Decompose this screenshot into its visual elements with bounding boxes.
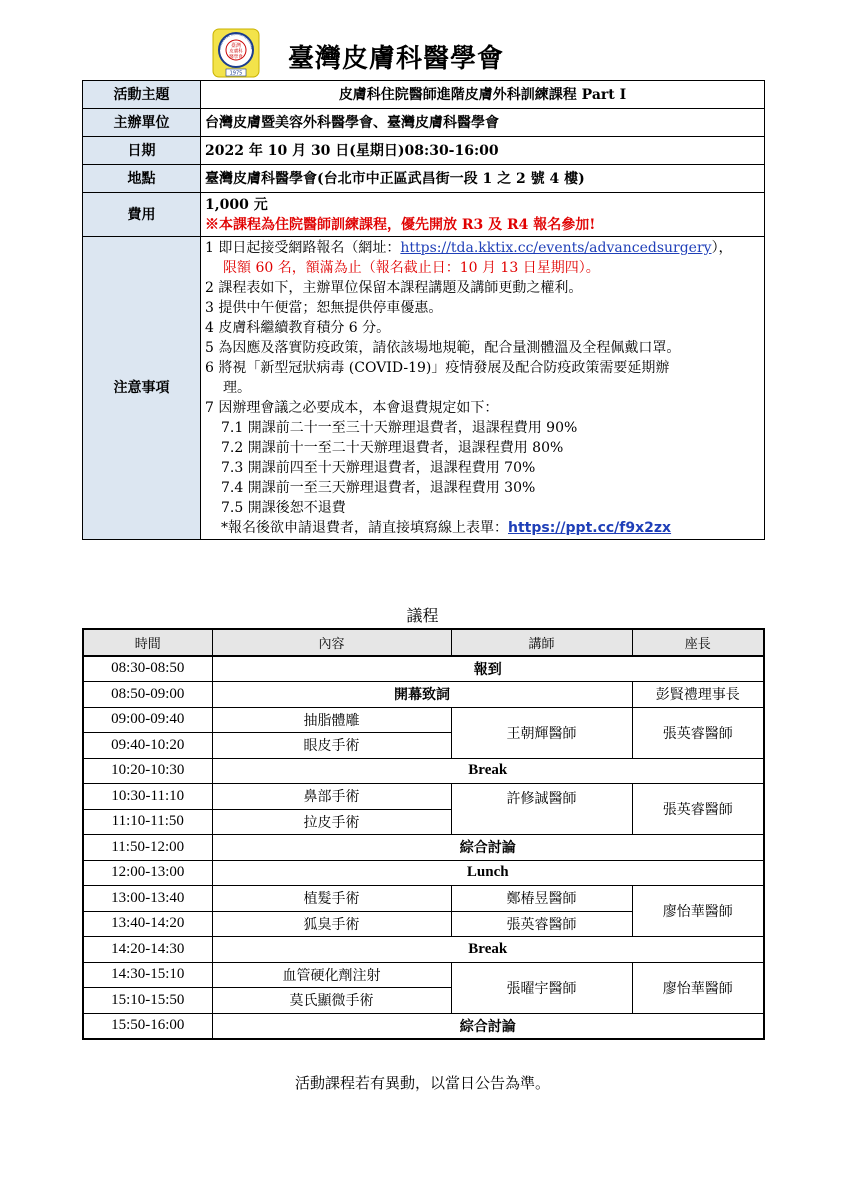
notes-row [83, 237, 765, 540]
fee-note: ※本課程為住院醫師訓練課程，優先開放 R3 及 R4 報名參加! [205, 216, 596, 233]
row-content: 抽脂體雕 [212, 707, 451, 733]
date-value: 2022 年 10 月 30 日(星期日)08:30-16:00 [201, 137, 765, 165]
row-chair: 張英睿醫師 [632, 784, 764, 835]
note-4: 4 皮膚科繼續教育積分 6 分。 [205, 320, 391, 336]
row-time: 08:50-09:00 [83, 682, 212, 708]
notes-content [201, 237, 765, 540]
row-content: 植髮手術 [212, 886, 451, 912]
note-1-suffix: ）， [711, 240, 733, 256]
row-content: Lunch [212, 860, 764, 886]
logo-line-3: 醫學會 [229, 55, 243, 60]
table-row [83, 656, 764, 682]
note-2: 2 課程表如下，主辦單位保留本課程講題及講師更動之權利。 [205, 280, 583, 296]
table-row [83, 758, 764, 784]
table-row [83, 1013, 764, 1039]
row-time: 11:50-12:00 [83, 835, 212, 861]
location-label: 地點 [83, 165, 201, 193]
note-1-prefix: 1 即日起接受網路報名（網址： [205, 240, 401, 256]
association-seal-logo [212, 28, 260, 78]
organizer-row [83, 109, 765, 137]
row-content: 眼皮手術 [212, 733, 451, 759]
header-chair: 座長 [632, 629, 764, 656]
date-row [83, 137, 765, 165]
fee-value: 1,000 元 [205, 196, 268, 213]
logo-line-2: 皮膚科 [229, 49, 243, 55]
note-5: 5 為因應及落實防疫政策，請依該場地規範，配合量測體溫及全程佩戴口罩。 [205, 340, 681, 356]
org-title: 臺灣皮膚科醫學會 [288, 44, 505, 74]
note-1-line-2: 限額 60 名，額滿為止（報名截止日：10 月 13 日星期四）。 [223, 260, 600, 276]
location-row [83, 165, 765, 193]
footer-note: 活動課程若有異動，以當日公告為準。 [294, 1074, 550, 1092]
page-header [0, 24, 845, 80]
header-content: 內容 [212, 629, 451, 656]
table-row [83, 682, 764, 708]
row-content: 綜合討論 [212, 835, 764, 861]
topic-label: 活動主題 [83, 81, 201, 109]
table-row [83, 886, 764, 912]
header-speaker: 講師 [451, 629, 632, 656]
row-speaker: 張曜宇醫師 [451, 962, 632, 1013]
agenda-title: 議程 [406, 606, 439, 625]
row-content: 開幕致詞 [212, 682, 632, 708]
row-speaker: 張英睿醫師 [451, 911, 632, 937]
date-label: 日期 [83, 137, 201, 165]
row-time: 15:10-15:50 [83, 988, 212, 1014]
row-content: 狐臭手術 [212, 911, 451, 937]
note-7: 7 因辦理會議之必要成本，本會退費規定如下： [205, 400, 499, 416]
row-content: 綜合討論 [212, 1013, 764, 1039]
row-time: 13:00-13:40 [83, 886, 212, 912]
location-value: 臺灣皮膚科醫學會(台北市中正區武昌街一段 1 之 2 號 4 樓) [201, 165, 765, 193]
topic-row [83, 81, 765, 109]
note-7-4: 7.4 開課前一至三天辦理退費者，退課程費用 30% [221, 480, 536, 496]
topic-value: 皮膚科住院醫師進階皮膚外科訓練課程 Part I [201, 81, 765, 109]
agenda-table [82, 628, 765, 1040]
row-time: 13:40-14:20 [83, 911, 212, 937]
logo-line-1: 臺灣 [230, 43, 242, 49]
event-info-table [82, 80, 765, 540]
header-time: 時間 [83, 629, 212, 656]
row-chair: 廖怡華醫師 [632, 962, 764, 1013]
table-row [83, 962, 764, 988]
note-7-5: 7.5 開課後恕不退費 [221, 500, 346, 516]
row-time: 14:20-14:30 [83, 937, 212, 963]
row-content: Break [212, 937, 764, 963]
row-speaker: 許修誠醫師 [451, 784, 632, 835]
row-content: Break [212, 758, 764, 784]
note-3: 3 提供中午便當；恕無提供停車優惠。 [205, 300, 443, 316]
logo-year: 1975 [229, 70, 243, 77]
fee-row [83, 193, 765, 237]
table-row [83, 707, 764, 733]
table-row [83, 937, 764, 963]
note-1 [205, 238, 760, 258]
row-content: 鼻部手術 [212, 784, 451, 810]
row-speaker: 王朝輝醫師 [451, 707, 632, 758]
organizer-label: 主辦單位 [83, 109, 201, 137]
row-content: 拉皮手術 [212, 809, 451, 835]
note-7-3: 7.3 開課前四至十天辦理退費者，退課程費用 70% [221, 460, 536, 476]
agenda-header-row [83, 629, 764, 656]
notes-label: 注意事項 [83, 237, 201, 540]
row-time: 15:50-16:00 [83, 1013, 212, 1039]
row-time: 10:30-11:10 [83, 784, 212, 810]
refund-prefix: *報名後欲申請退費者，請直接填寫線上表單： [221, 520, 508, 536]
note-6: 6 將視「新型冠狀病毒 (COVID-19)」疫情發展及配合防疫政策需要延期辦 [205, 360, 670, 376]
fee-label: 費用 [83, 193, 201, 237]
row-time: 09:40-10:20 [83, 733, 212, 759]
table-row [83, 835, 764, 861]
row-content: 血管硬化劑注射 [212, 962, 451, 988]
row-time: 08:30-08:50 [83, 656, 212, 682]
logo-ring-text: TAIWANESE DERMATOLOGICAL [217, 31, 255, 51]
refund-form-link[interactable]: https://ppt.cc/f9x2zx [508, 520, 672, 536]
refund-note [205, 518, 760, 538]
row-content: 莫氏顯微手術 [212, 988, 451, 1014]
note-7-2: 7.2 開課前十一至二十天辦理退費者，退課程費用 80% [221, 440, 564, 456]
row-chair: 彭賢禮理事長 [632, 682, 764, 708]
registration-link[interactable]: https://tda.kktix.cc/events/advancedsurgery [400, 240, 712, 256]
row-chair: 廖怡華醫師 [632, 886, 764, 937]
note-7-1: 7.1 開課前二十一至三十天辦理退費者，退課程費用 90% [221, 420, 578, 436]
row-time: 14:30-15:10 [83, 962, 212, 988]
row-speaker: 鄭椿昱醫師 [451, 886, 632, 912]
row-time: 11:10-11:50 [83, 809, 212, 835]
row-chair: 張英睿醫師 [632, 707, 764, 758]
organizer-value: 台灣皮膚暨美容外科醫學會、臺灣皮膚科醫學會 [201, 109, 765, 137]
row-time: 09:00-09:40 [83, 707, 212, 733]
table-row [83, 784, 764, 810]
row-time: 12:00-13:00 [83, 860, 212, 886]
note-6-line-2: 理。 [223, 380, 251, 396]
row-content: 報到 [212, 656, 764, 682]
table-row [83, 860, 764, 886]
row-time: 10:20-10:30 [83, 758, 212, 784]
